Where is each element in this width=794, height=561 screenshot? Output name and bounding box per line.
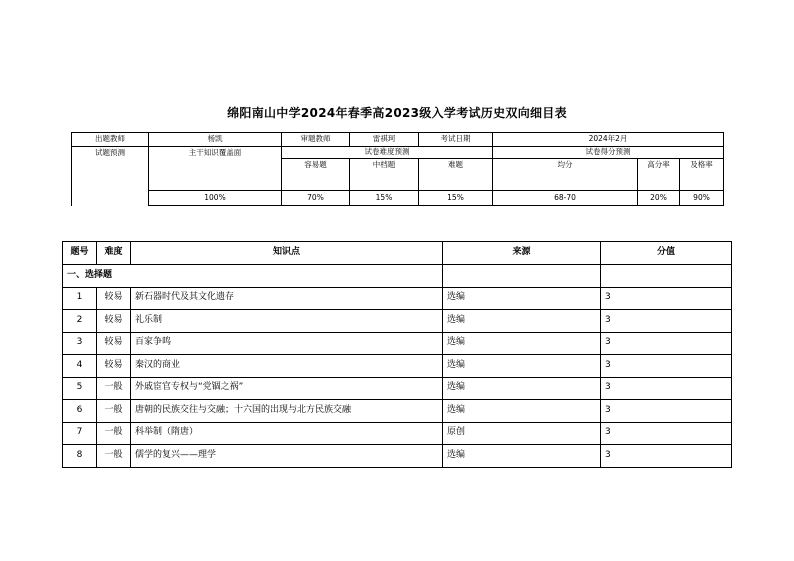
row-source: 选编: [443, 400, 601, 423]
row-level: 较易: [97, 355, 131, 378]
row-level: 一般: [97, 422, 131, 445]
row-level: 较易: [97, 287, 131, 310]
table-row: [63, 422, 732, 445]
easy-value: 70%: [282, 191, 350, 206]
difficulty-label: 试卷难度预测: [282, 147, 493, 159]
date-value: 2024年2月: [493, 133, 724, 147]
row-number: 5: [63, 377, 97, 400]
table-row: [63, 355, 732, 378]
row-score: 3: [601, 377, 732, 400]
row-score: 3: [601, 422, 732, 445]
row-number: 1: [63, 287, 97, 310]
hard-label: 难题: [419, 159, 493, 191]
setter-label: 出题教师: [72, 133, 149, 147]
row-number: 6: [63, 400, 97, 423]
row-number: 8: [63, 445, 97, 468]
detail-header-row: [63, 242, 732, 265]
row-level: 较易: [97, 310, 131, 333]
medium-value: 15%: [350, 191, 419, 206]
forecast-table: [71, 132, 724, 206]
reviewer-label: 审题教师: [282, 133, 350, 147]
row-topic: 儒学的复兴——理学: [131, 445, 443, 468]
avg-value: 68-70: [493, 191, 638, 206]
row-topic: 外戚宦官专权与“党锢之祸”: [131, 377, 443, 400]
row-source: 选编: [443, 355, 601, 378]
section-title: 一、选择题: [63, 265, 443, 288]
row-level: 一般: [97, 400, 131, 423]
row-score: 3: [601, 400, 732, 423]
header-level: 难度: [97, 242, 131, 265]
setter-value: 杨凯: [149, 133, 282, 147]
section-score: [601, 265, 732, 288]
row-source: 选编: [443, 445, 601, 468]
score-label: 试卷得分预测: [493, 147, 724, 159]
table-row: [63, 310, 732, 333]
header-source: 来源: [443, 242, 601, 265]
row-topic: 科举制（隋唐）: [131, 422, 443, 445]
row-score: 3: [601, 332, 732, 355]
row-score: 3: [601, 287, 732, 310]
row-level: 较易: [97, 332, 131, 355]
table-row: [63, 332, 732, 355]
row-topic: 百家争鸣: [131, 332, 443, 355]
medium-label: 中档题: [350, 159, 419, 191]
row-source: 选编: [443, 332, 601, 355]
row-level: 一般: [97, 445, 131, 468]
row-number: 7: [63, 422, 97, 445]
row-source: 原创: [443, 422, 601, 445]
table-row: [63, 445, 732, 468]
row-number: 3: [63, 332, 97, 355]
pass-value: 90%: [680, 191, 724, 206]
row-score: 3: [601, 355, 732, 378]
row-source: 选编: [443, 377, 601, 400]
section-source: [443, 265, 601, 288]
row-score: 3: [601, 310, 732, 333]
avg-label: 均分: [493, 159, 638, 191]
row-number: 4: [63, 355, 97, 378]
row-topic: 新石器时代及其文化遗存: [131, 287, 443, 310]
row-topic: 秦汉的商业: [131, 355, 443, 378]
pass-label: 及格率: [680, 159, 724, 191]
table-row: [63, 377, 732, 400]
header-number: 题号: [63, 242, 97, 265]
row-topic: 礼乐制: [131, 310, 443, 333]
table-row: [63, 400, 732, 423]
header-score: 分值: [601, 242, 732, 265]
row-number: 2: [63, 310, 97, 333]
hard-value: 15%: [419, 191, 493, 206]
date-label: 考试日期: [419, 133, 493, 147]
row-source: 选编: [443, 310, 601, 333]
high-value: 20%: [638, 191, 680, 206]
header-topic: 知识点: [131, 242, 443, 265]
forecast-label: 试题预测: [72, 147, 149, 206]
coverage-label: 主干知识覆盖面: [149, 147, 282, 191]
document-title: 绵阳南山中学2024年春季高2023级入学考试历史双向细目表: [227, 106, 567, 120]
reviewer-value: 雷祺珂: [350, 133, 419, 147]
table-row: [63, 287, 732, 310]
row-source: 选编: [443, 287, 601, 310]
row-level: 一般: [97, 377, 131, 400]
section-row: [63, 265, 732, 288]
easy-label: 容易题: [282, 159, 350, 191]
detail-table: [62, 241, 732, 468]
row-topic: 唐朝的民族交往与交融；十六国的出现与北方民族交融: [131, 400, 443, 423]
row-score: 3: [601, 445, 732, 468]
coverage-value: 100%: [149, 191, 282, 206]
high-label: 高分率: [638, 159, 680, 191]
